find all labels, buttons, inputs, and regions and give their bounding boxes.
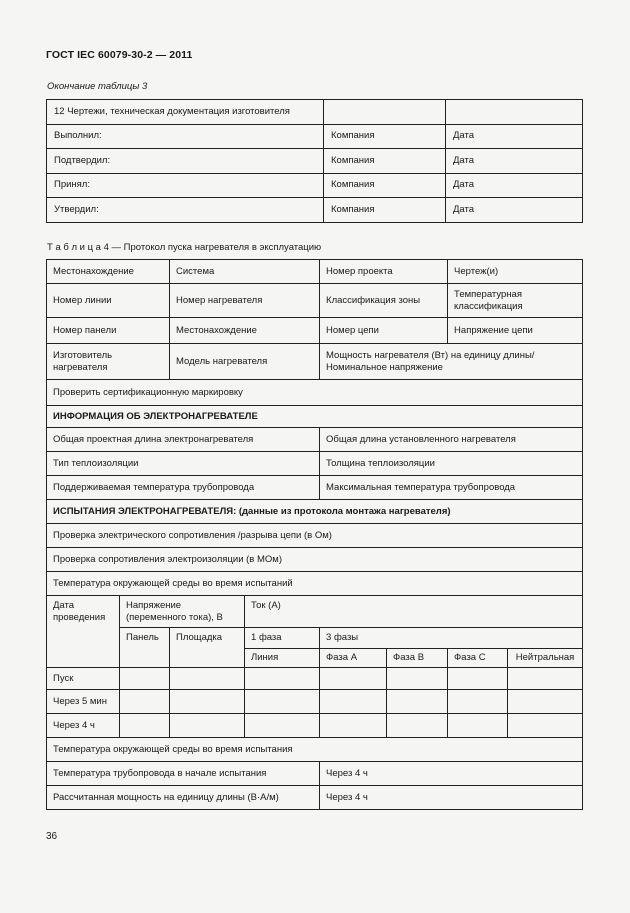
table-cell <box>320 714 387 738</box>
table-cell <box>448 714 508 738</box>
table-cell: Через 5 мин <box>47 690 120 714</box>
table-cell: Компания <box>324 124 446 149</box>
table-cell <box>170 690 245 714</box>
table-row <box>47 260 583 284</box>
table-cell: Проверить сертификационную маркировку <box>47 380 583 406</box>
table-cell: Номер цепи <box>320 318 448 344</box>
table-row <box>47 548 583 572</box>
table-cell <box>120 668 170 690</box>
table-cell: Номер линии <box>47 284 170 318</box>
table-cell: Толщина теплоизоляции <box>320 452 583 476</box>
table-cell: Через 4 ч <box>47 714 120 738</box>
table-cell: Система <box>170 260 320 284</box>
table-row <box>47 476 583 500</box>
table-cell <box>320 690 387 714</box>
table-cell <box>320 668 387 690</box>
table-cell <box>508 690 583 714</box>
section-title: ИСПЫТАНИЯ ЭЛЕКТРОНАГРЕВАТЕЛЯ: (данные из протокола монтажа нагревателя) <box>47 500 583 524</box>
table-cell: Дата <box>446 149 583 174</box>
table-cell: Фаза А <box>320 649 387 668</box>
table-cell: Площадка <box>170 628 245 668</box>
table-cell <box>324 100 446 125</box>
table-row <box>47 572 583 596</box>
table-cell: Линия <box>245 649 320 668</box>
table-cell <box>387 668 448 690</box>
table-row <box>47 738 583 762</box>
table-cell: Подтвердил: <box>47 149 324 174</box>
table-row <box>47 628 583 649</box>
table-row <box>47 786 583 810</box>
table-cell <box>448 690 508 714</box>
table-cell: Изготовитель нагревателя <box>47 344 170 380</box>
table-row <box>47 380 583 406</box>
table-cell: Общая длина установленного нагревателя <box>320 428 583 452</box>
table-cell: Тип теплоизоляции <box>47 452 320 476</box>
table-cell: Напряжение (переменного тока), В <box>120 596 245 628</box>
table-cell: Дата <box>446 173 583 198</box>
table-row <box>47 198 583 223</box>
table-cell: Дата <box>446 124 583 149</box>
table-cell <box>387 714 448 738</box>
table-cell <box>245 690 320 714</box>
table-cell: Мощность нагревателя (Вт) на единицу длины/ Номинальное напряжение <box>320 344 583 380</box>
table-cell <box>120 714 170 738</box>
table-cell: Дата проведения <box>47 596 120 668</box>
table-cell: Чертеж(и) <box>448 260 583 284</box>
table-cell: 3 фазы <box>320 628 583 649</box>
table-row <box>47 173 583 198</box>
table-row <box>47 428 583 452</box>
table-row <box>47 149 583 174</box>
table3 <box>46 99 583 223</box>
table-cell: Местонахождение <box>170 318 320 344</box>
table-cell: Максимальная температура трубопровода <box>320 476 583 500</box>
table-row <box>47 344 583 380</box>
table-cell: Проверка электрического сопротивления /разрыва цепи (в Ом) <box>47 524 583 548</box>
table-row <box>47 124 583 149</box>
table-cell <box>170 714 245 738</box>
table-cell: Утвердил: <box>47 198 324 223</box>
table-cell <box>508 668 583 690</box>
table-cell: Компания <box>324 198 446 223</box>
table-cell: Поддерживаемая температура трубопровода <box>47 476 320 500</box>
table-row <box>47 690 583 714</box>
table-cell: 12 Чертежи, техническая документация изготовителя <box>47 100 324 125</box>
table-row <box>47 668 583 690</box>
table-row <box>47 452 583 476</box>
table-cell: Дата <box>446 198 583 223</box>
table-cell: Пуск <box>47 668 120 690</box>
table-cell: Модель нагревателя <box>170 344 320 380</box>
table-cell: Температура трубопровода в начале испытания <box>47 762 320 786</box>
table-cell: Номер проекта <box>320 260 448 284</box>
table-cell: Компания <box>324 173 446 198</box>
table-cell: Ток (А) <box>245 596 583 628</box>
table-row <box>47 500 583 524</box>
table-cell: Панель <box>120 628 170 668</box>
table-row <box>47 714 583 738</box>
table-cell: Выполнил: <box>47 124 324 149</box>
table-cell: 1 фаза <box>245 628 320 649</box>
table-cell: Температурная классификация <box>448 284 583 318</box>
table-cell <box>245 668 320 690</box>
table-cell: Местонахождение <box>47 260 170 284</box>
table-row <box>47 762 583 786</box>
table-cell: Проверка сопротивления электроизоляции (в МОм) <box>47 548 583 572</box>
section-title: ИНФОРМАЦИЯ ОБ ЭЛЕКТРОНАГРЕВАТЕЛЕ <box>47 406 583 428</box>
table-cell: Принял: <box>47 173 324 198</box>
table-cell <box>508 714 583 738</box>
table-cell: Общая проектная длина электронагревателя <box>47 428 320 452</box>
table-row <box>47 596 583 628</box>
table-cell: Фаза В <box>387 649 448 668</box>
document-header: ГОСТ IEC 60079-30-2 — 2011 <box>46 49 193 61</box>
table-cell <box>448 668 508 690</box>
table-cell: Рассчитанная мощность на единицу длины (В·А/м) <box>47 786 320 810</box>
table-cell: Напряжение цепи <box>448 318 583 344</box>
table-cell: Номер нагревателя <box>170 284 320 318</box>
table-cell: Температура окружающей среды во время испытания <box>47 738 583 762</box>
table4-caption: Т а б л и ц а 4 — Протокол пуска нагревателя в эксплуатацию <box>47 242 322 253</box>
table-cell <box>387 690 448 714</box>
table-cell: Температура окружающей среды во время испытаний <box>47 572 583 596</box>
table-row <box>47 284 583 318</box>
table-cell: Компания <box>324 149 446 174</box>
table-cell <box>245 714 320 738</box>
table-cell <box>446 100 583 125</box>
table-cell: Фаза С <box>448 649 508 668</box>
table-cell <box>170 668 245 690</box>
table3-caption: Окончание таблицы 3 <box>47 81 148 92</box>
table4 <box>46 259 583 810</box>
table-cell: Номер панели <box>47 318 170 344</box>
table-cell: Через 4 ч <box>320 786 583 810</box>
table-cell <box>120 690 170 714</box>
table-row <box>47 100 583 125</box>
table-cell: Нейтральная <box>508 649 583 668</box>
table-row <box>47 318 583 344</box>
page-number: 36 <box>46 831 58 842</box>
table-cell: Классификация зоны <box>320 284 448 318</box>
table-row <box>47 524 583 548</box>
table-cell: Через 4 ч <box>320 762 583 786</box>
table-row <box>47 406 583 428</box>
